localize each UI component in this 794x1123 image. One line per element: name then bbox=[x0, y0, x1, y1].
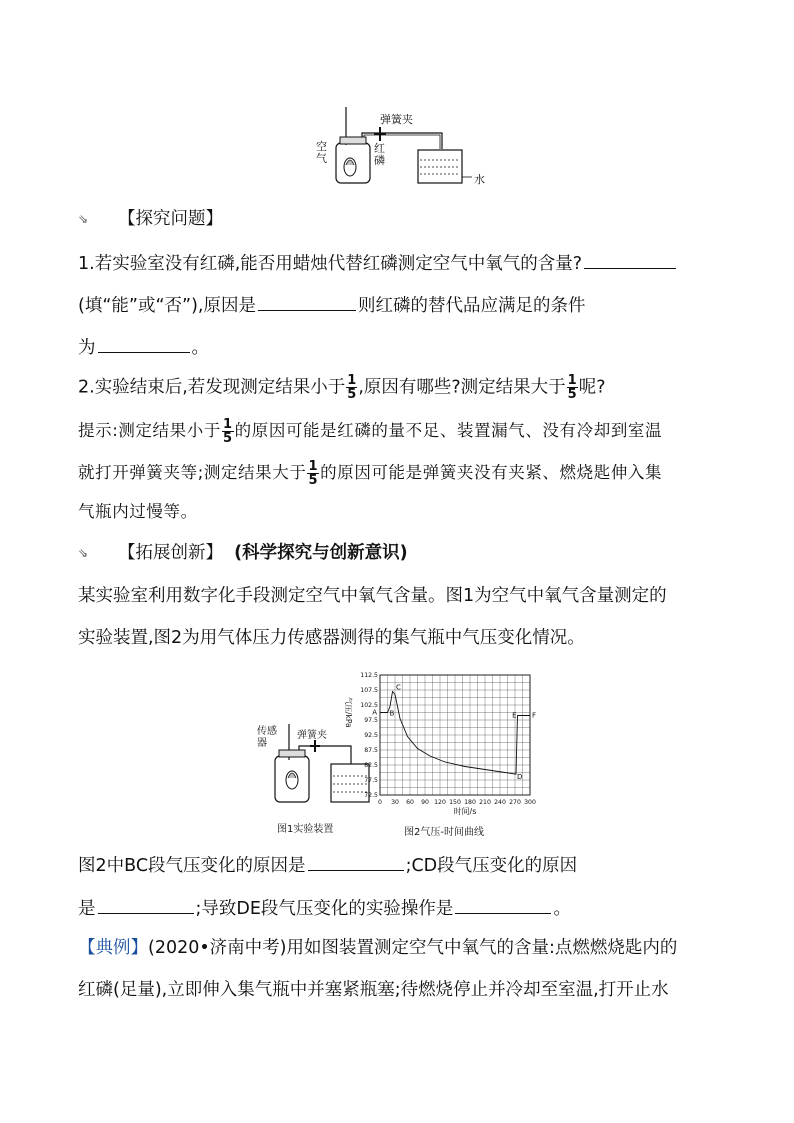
hint-text: 气瓶内过慢等。 bbox=[78, 502, 198, 521]
question-1-text: 。 bbox=[191, 338, 209, 358]
y-tick-label: 92.5 bbox=[364, 732, 378, 739]
y-tick-label: 97.5 bbox=[364, 717, 378, 724]
x-tick-label: 300 bbox=[524, 799, 536, 806]
label-water: 水 bbox=[474, 173, 485, 186]
example-tag: 【典例】 bbox=[78, 938, 148, 958]
question-1-text: (填“能”或“否”),原因是 bbox=[78, 296, 256, 316]
y-tick-label: 107.5 bbox=[360, 687, 378, 694]
point-label: A bbox=[372, 708, 377, 717]
answer-blank[interactable] bbox=[258, 293, 356, 311]
figure-2-chart bbox=[340, 665, 550, 840]
y-tick-label: 77.5 bbox=[364, 777, 378, 784]
y-tick-label: 82.5 bbox=[364, 762, 378, 769]
question-1-text: 为 bbox=[78, 338, 96, 358]
x-tick-label: 240 bbox=[494, 799, 506, 806]
point-label: B bbox=[389, 709, 395, 718]
x-tick-label: 150 bbox=[449, 799, 461, 806]
answer-blank[interactable] bbox=[308, 853, 404, 871]
y-tick-label: 112.5 bbox=[360, 672, 378, 679]
section-bullet-icon: ⇘ bbox=[78, 212, 89, 226]
example-line-1 bbox=[78, 936, 677, 960]
label-air: 空气 bbox=[316, 140, 327, 165]
x-tick-label: 270 bbox=[509, 799, 521, 806]
pressure-time-chart bbox=[340, 665, 550, 825]
hint-text: 的原因可能是弹簧夹没有夹紧、燃烧匙伸入集 bbox=[320, 463, 663, 482]
answer-blank[interactable] bbox=[98, 335, 190, 353]
x-tick-label: 0 bbox=[378, 799, 382, 806]
section-title-extension bbox=[118, 541, 408, 565]
x-tick-label: 210 bbox=[479, 799, 491, 806]
section-title-explore: 【探究问题】 bbox=[118, 209, 223, 229]
label-spring-clip: 弹簧夹 bbox=[297, 730, 327, 741]
x-tick-label: 90 bbox=[421, 799, 429, 806]
question-2-text: ,原因有哪些?测定结果大于 bbox=[358, 377, 566, 398]
answer-blank[interactable] bbox=[584, 251, 676, 269]
point-label: D bbox=[517, 773, 523, 781]
section-subtitle: (科学探究与创新意识) bbox=[234, 543, 408, 563]
chart-question-text: 。 bbox=[553, 899, 571, 919]
fraction-one-fifth: $\frac{1}{5}$ bbox=[308, 459, 319, 488]
label-red-phosphorus: 红磷 bbox=[374, 142, 385, 167]
y-tick-label: 87.5 bbox=[364, 747, 378, 754]
hint-line-1 bbox=[78, 418, 662, 445]
question-2-text: 2.实验结束后,若发现测定结果小于 bbox=[78, 377, 346, 398]
figure-2-caption: 图2气压-时间曲线 bbox=[404, 827, 484, 838]
chart-question-text: ;CD段气压变化的原因 bbox=[405, 856, 578, 876]
chart-question-line-1 bbox=[78, 853, 577, 878]
hint-text: 的原因可能是红磷的量不足、装置漏气、没有冷却到室温 bbox=[234, 421, 663, 440]
question-1-text: 1.若实验室没有红磷,能否用蜡烛代替红磷测定空气中氧气的含量? bbox=[78, 254, 583, 274]
intro-line-1: 某实验室利用数字化手段测定空气中氧气含量。图1为空气中氧气含量测定的 bbox=[78, 586, 667, 606]
y-tick-label: 72.5 bbox=[364, 792, 378, 799]
question-1-line-2 bbox=[78, 293, 585, 318]
question-2-text: 呢? bbox=[578, 377, 606, 398]
section-title-text: 【拓展创新】 bbox=[118, 543, 223, 563]
example-line-2: 红磷(足量),立即伸入集气瓶中并塞紧瓶塞;待燃烧停止并冷却至室温,打开止水 bbox=[78, 980, 669, 1000]
question-1-text: 则红磷的替代品应满足的条件 bbox=[357, 296, 586, 316]
fraction-one-fifth: $\frac{1}{5}$ bbox=[222, 417, 233, 446]
intro-line-2: 实验装置,图2为用气体压力传感器测得的集气瓶中气压变化情况。 bbox=[78, 628, 585, 648]
point-label: F bbox=[532, 711, 537, 720]
x-tick-label: 60 bbox=[406, 799, 414, 806]
example-text: (2020•济南中考)用如图装置测定空气中氧气的含量:点燃燃烧匙内的 bbox=[148, 938, 678, 958]
top-apparatus-figure bbox=[300, 105, 500, 195]
question-2-line bbox=[78, 374, 606, 401]
hint-line-2 bbox=[78, 460, 662, 487]
hint-line-3 bbox=[78, 500, 198, 524]
question-1-line-1 bbox=[78, 251, 678, 276]
point-label: E bbox=[512, 711, 517, 720]
chart-question-text: ;导致DE段气压变化的实验操作是 bbox=[195, 899, 454, 919]
y-axis-label: 气压/kPa bbox=[344, 697, 353, 728]
fraction-one-fifth: $\frac{1}{5}$ bbox=[567, 373, 577, 402]
label-spring-clip: 弹簧夹 bbox=[380, 113, 413, 126]
chart-question-line-2 bbox=[78, 896, 571, 921]
hint-text: 提示:测定结果小于 bbox=[78, 421, 221, 440]
chart-question-text: 是 bbox=[78, 899, 96, 919]
point-label: C bbox=[396, 683, 401, 692]
question-1-line-3 bbox=[78, 335, 209, 360]
label-sensor: 传感器 bbox=[257, 726, 277, 749]
x-tick-label: 180 bbox=[464, 799, 476, 806]
answer-blank[interactable] bbox=[455, 896, 551, 914]
chart-question-text: 图2中BC段气压变化的原因是 bbox=[78, 856, 306, 876]
figure-1-caption: 图1实验装置 bbox=[277, 824, 334, 835]
section-bullet-icon: ⇘ bbox=[78, 546, 89, 560]
x-axis-label: 时间/s bbox=[453, 807, 477, 816]
y-tick-label: 102.5 bbox=[360, 702, 378, 709]
x-tick-label: 120 bbox=[434, 799, 446, 806]
fraction-one-fifth: $\frac{1}{5}$ bbox=[347, 373, 357, 402]
x-tick-label: 30 bbox=[391, 799, 399, 806]
hint-text: 就打开弹簧夹等;测定结果大于 bbox=[78, 463, 307, 482]
answer-blank[interactable] bbox=[98, 896, 194, 914]
